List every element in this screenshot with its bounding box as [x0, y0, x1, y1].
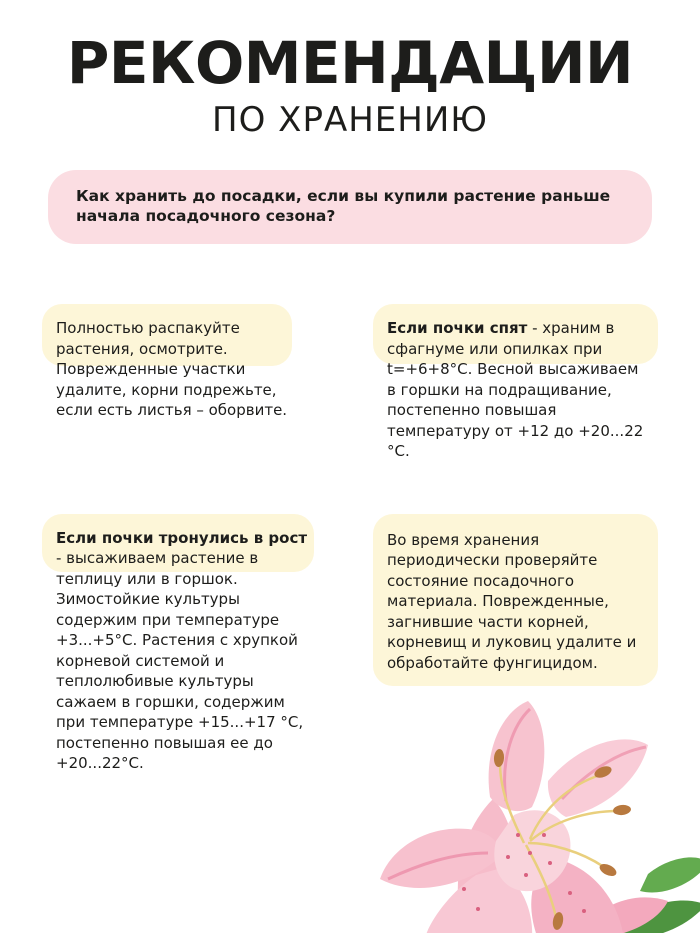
- cards-container: [0, 304, 700, 788]
- card-body: Во время хранения периодически проверяйте состояние посадочного материала. Поврежденные, загнившие части корней, корневищ и луковиц удалите и обработайте фунгицидом.: [387, 530, 637, 672]
- card-text: [42, 514, 327, 788]
- card-heading: Если почки тронулись в рост: [56, 528, 308, 547]
- title-main: РЕКОМЕНДАЦИИ: [66, 29, 634, 97]
- cards-row-top: [42, 304, 658, 476]
- card-body: - храним в сфагнуме или опилках при t=+6+8°С. Весной высаживаем в горшки на подращивание, постепенно повышая температуру от +12 до +20...22 °С.: [387, 319, 644, 460]
- question-banner-wrapper: [48, 170, 652, 244]
- question-banner: [48, 170, 652, 244]
- page-title: [0, 0, 700, 138]
- card-unpack: [42, 304, 327, 435]
- question-text: Как хранить до посадки, если вы купили растение раньше начала посадочного сезона?: [76, 187, 611, 225]
- card-body: - высаживаем растение в теплицу или в горшок. Зимостойкие культуры содержим при температуре +3...+5°С. Растения с хрупкой корневой системой и теплолюбивые культуры сажаем в горшки, содержим при температуре +15...+17 °С, постепенно повышая ее до +20...22°С.: [56, 549, 304, 772]
- title-subtitle: ПО ХРАНЕНИЮ: [212, 100, 488, 140]
- card-text: [373, 304, 658, 476]
- card-storage-check: [373, 514, 658, 688]
- card-text: [42, 304, 327, 435]
- cards-row-bottom: [42, 514, 658, 788]
- card-heading: Если почки спят: [387, 319, 528, 337]
- card-buds-sleeping: [373, 304, 658, 476]
- card-text: [373, 514, 658, 688]
- card-buds-growing: [42, 514, 327, 788]
- card-body: Полностью распакуйте растения, осмотрите. Поврежденные участки удалите, корни подрежьте, если есть листья – оборвите.: [56, 319, 288, 419]
